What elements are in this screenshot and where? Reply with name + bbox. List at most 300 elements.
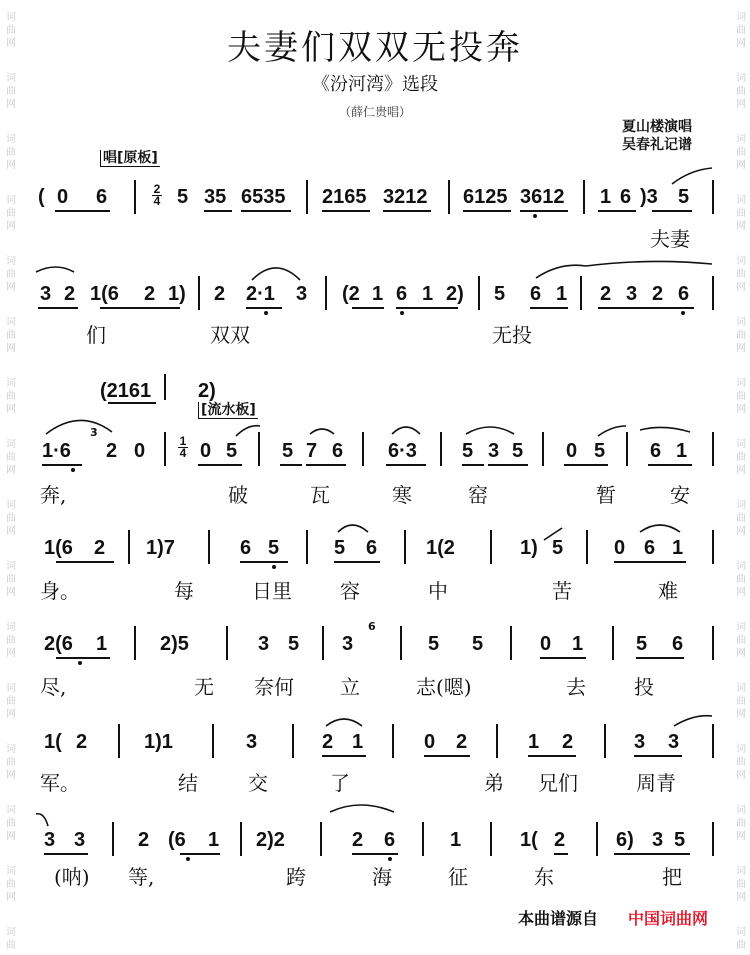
bar-line [258,432,260,466]
watermark-char: 网 [6,648,16,659]
note: 1(6 [44,537,73,559]
octave-dot [272,565,276,569]
slur [598,426,626,436]
watermark-char: 词 [736,561,746,572]
bar-line [596,822,598,856]
note: 1 [96,633,108,655]
octave-dot [78,661,82,665]
watermark-char: 词 [6,256,16,267]
note: 5 [552,537,564,559]
note: 5 [282,440,294,462]
watermark-char: 曲 [736,879,746,890]
watermark-char: 曲 [736,147,746,158]
bar-line [440,432,442,466]
time-signature: 2 4 [153,182,161,208]
note: 5 [472,633,484,655]
note: 1(2 [426,537,455,559]
note: 2) [446,283,464,305]
note: 6 [396,283,408,305]
underline [598,307,694,309]
slur [338,525,368,532]
note: 2 [352,829,364,851]
note: 5 [462,440,474,462]
watermark-char: 词 [6,744,16,755]
song-subtitle: 《汾河湾》选段 [312,74,438,95]
lyric: 结 [178,771,198,795]
tempo-mark: [流水板] [198,402,258,419]
slur [466,427,514,434]
note: 3 [668,731,680,753]
bar-line [320,822,322,856]
watermark-char: 网 [6,343,16,354]
lyric: 日里 [252,579,292,603]
slur [330,805,394,812]
slur [36,814,48,826]
lyric: 双双 [210,323,250,347]
slur [252,268,300,280]
note: 5 [226,440,238,462]
watermark-char: 曲 [6,25,16,36]
lyric: 交 [248,771,268,795]
watermark-char: 曲 [6,757,16,768]
source-label: 本曲谱源自 [518,909,599,928]
note: 1 [208,829,220,851]
watermark-char: 曲 [736,208,746,219]
note: 1 [676,440,688,462]
underline [424,755,470,757]
note: 5 [177,186,189,208]
note: 2 [138,829,150,851]
watermark-char: 网 [736,526,746,537]
note: 1·6 [42,440,71,462]
note: 6535 [241,186,286,208]
underline [463,210,511,212]
watermark-char: 曲 [6,879,16,890]
underline [180,853,220,855]
underline [322,755,366,757]
bar-line [240,822,242,856]
lyric: 跨 [286,865,306,889]
note: 2 [94,537,106,559]
note: 2)2 [256,829,285,851]
watermark-char: 词 [736,73,746,84]
lyric: 暂 [596,483,616,507]
note: 1 [672,537,684,559]
bar-line [448,180,450,214]
note: 6 [332,440,344,462]
note: 3 [626,283,638,305]
note: 1( [44,731,62,753]
watermark-char: 词 [736,378,746,389]
underline [280,464,302,466]
note: 2(6 [44,633,73,655]
note: 5 [334,537,346,559]
octave-dot [533,214,537,218]
note: 35 [204,186,227,208]
note: 3 [342,633,354,655]
watermark-char: 词 [6,378,16,389]
underline [334,561,380,563]
watermark-char: 网 [736,160,746,171]
watermark-char: 网 [736,99,746,110]
bar-line [712,822,714,856]
watermark-char: 词 [736,805,746,816]
watermark-char: 网 [6,831,16,842]
underline [241,210,291,212]
bar-line [478,276,480,310]
bar-line [712,432,714,466]
bar-line [580,276,582,310]
lyric: 无 [194,675,214,699]
note: 3 [634,731,646,753]
watermark-char: 网 [736,831,746,842]
slur [326,719,362,726]
note: 1 [450,829,462,851]
note: 5 [674,829,686,851]
watermark-char: 曲 [6,208,16,219]
bar-line [164,432,166,466]
grace-note: 3 [90,426,98,439]
underline [636,657,684,659]
note: )3 [640,186,658,208]
slur [640,427,690,432]
watermark-char: 网 [6,465,16,476]
note: 6 [366,537,378,559]
note: 0 [134,440,146,462]
underline [204,210,232,212]
note: 0 [57,186,69,208]
note: (2 [342,283,360,305]
watermark-char: 曲 [736,818,746,829]
watermark-char: 网 [736,343,746,354]
watermark-char: 词 [736,256,746,267]
watermark-char: 曲 [736,757,746,768]
watermark-char: 词 [6,439,16,450]
watermark-char: 曲 [6,940,16,951]
watermark-char: 曲 [736,452,746,463]
watermark-char: 网 [736,465,746,476]
underline [652,210,692,212]
bar-line [392,724,394,758]
watermark-char: 曲 [736,391,746,402]
watermark-char: 词 [736,317,746,328]
lyric: 投 [634,675,654,699]
note: 6125 [463,186,508,208]
note: 6 [384,829,396,851]
bar-line [712,530,714,564]
bar-line [404,530,406,564]
underline [322,210,370,212]
credit-singer: 夏山楼演唱 [622,119,692,135]
underline [614,853,690,855]
slur [586,261,712,266]
bar-line [712,276,714,310]
note: 1 [572,633,584,655]
watermark-char: 曲 [736,696,746,707]
watermark-char: 词 [6,500,16,511]
underline [198,464,242,466]
underline [648,464,692,466]
note: 1) [168,283,186,305]
lyric: 把 [662,865,682,889]
watermark-char: 词 [6,683,16,694]
watermark-char: 网 [6,770,16,781]
watermark-char: 词 [736,622,746,633]
underline [634,755,682,757]
slur [310,429,334,434]
note: 2)5 [160,633,189,655]
watermark-char: 曲 [6,452,16,463]
note: 5 [288,633,300,655]
note: 2) [198,380,216,402]
lyric: 瓦 [310,483,330,507]
note: 5 [512,440,524,462]
bar-line [325,276,327,310]
octave-dot [71,468,75,472]
note: 6 [650,440,662,462]
bar-line [164,374,166,400]
watermark-right [734,0,748,955]
bar-line [134,180,136,214]
watermark-char: 词 [6,927,16,938]
underline [38,307,78,309]
lyric: 尽, [40,675,67,699]
lyric: 奔, [40,483,67,507]
underline [540,657,586,659]
note: 3 [296,283,308,305]
watermark-char: 网 [736,892,746,903]
watermark-char: 曲 [6,696,16,707]
note: 5 [594,440,606,462]
note: 1 [372,283,384,305]
note: 1)7 [146,537,175,559]
note: 6 [240,537,252,559]
note: 1( [520,829,538,851]
note: 5 [428,633,440,655]
note: 2 [562,731,574,753]
lyric: 破 [228,483,248,507]
note: 2 [64,283,76,305]
bar-line [490,530,492,564]
bar-line [583,180,585,214]
note: 6 [678,283,690,305]
note: 5 [494,283,506,305]
note: ( [38,186,45,208]
note: (2161 [100,380,152,402]
note: 3 [652,829,664,851]
lyric: 窑 [468,483,488,507]
note: 3 [246,731,258,753]
watermark-char: 网 [736,770,746,781]
watermark-char: 词 [6,73,16,84]
note: 3212 [383,186,428,208]
lyric: 东 [534,865,554,889]
bar-line [118,724,120,758]
watermark-char: 曲 [736,86,746,97]
watermark-left [4,0,18,955]
note: 1 [422,283,434,305]
bar-line [490,822,492,856]
slur [36,267,74,272]
bar-line [422,822,424,856]
watermark-char: 网 [736,648,746,659]
underline [396,307,458,309]
watermark-char: 网 [6,160,16,171]
note: 7 [306,440,318,462]
octave-dot [186,857,190,861]
note: 5 [678,186,690,208]
watermark-char: 曲 [736,513,746,524]
note: 2 [652,283,664,305]
slur [392,427,420,434]
note: 2 [456,731,468,753]
lyric: 苦 [552,579,572,603]
lyric: 奈何 [254,675,294,699]
watermark-char: 词 [736,439,746,450]
bar-line [306,180,308,214]
watermark-char: 曲 [6,269,16,280]
watermark-char: 网 [6,282,16,293]
slur [536,265,586,278]
bar-line [292,724,294,758]
watermark-char: 曲 [736,574,746,585]
bar-line [208,530,210,564]
bar-line [322,626,324,660]
note: 3 [74,829,86,851]
note: (6 [168,829,186,851]
watermark-char: 网 [6,526,16,537]
underline [42,464,82,466]
lyric: 容 [340,579,360,603]
note: 6·3 [388,440,417,462]
role-note: （薛仁贵唱） [338,105,411,119]
slur [640,525,680,532]
watermark-char: 词 [736,683,746,694]
note: 3 [44,829,56,851]
watermark-char: 网 [6,709,16,720]
watermark-char: 曲 [736,269,746,280]
note: 1 [528,731,540,753]
watermark-char: 网 [736,404,746,415]
underline [383,210,431,212]
underline [352,307,384,309]
underline [598,210,636,212]
lyric: 兄们 [538,771,578,795]
watermark-char: 曲 [6,513,16,524]
bar-line [604,724,606,758]
watermark-char: 曲 [6,330,16,341]
watermark-char: 网 [736,221,746,232]
note: 0 [566,440,578,462]
underline [614,561,686,563]
lyric: (呐) [54,865,90,889]
watermark-char: 词 [736,12,746,23]
underline [100,307,180,309]
underline [528,755,576,757]
note: 0 [424,731,436,753]
note: 2 [144,283,156,305]
watermark-char: 曲 [6,147,16,158]
underline [520,210,568,212]
slur [672,168,712,184]
lyric: 安 [670,483,690,507]
underline [306,464,346,466]
watermark-char: 词 [736,195,746,206]
note: 0 [540,633,552,655]
watermark-char: 曲 [736,940,746,951]
watermark-char: 曲 [6,574,16,585]
watermark-char: 曲 [6,391,16,402]
watermark-char: 网 [736,38,746,49]
note: 3 [258,633,270,655]
underline [55,210,110,212]
underline [530,307,568,309]
underline [246,307,282,309]
note: 2 [76,731,88,753]
lyric: 夫妻 [650,227,690,251]
lyric: 了 [330,771,350,795]
watermark-char: 曲 [6,86,16,97]
underline [554,853,568,855]
lyric: 们 [86,323,106,347]
watermark-char: 词 [6,134,16,145]
lyric: 等, [128,865,155,889]
underline [108,402,156,404]
lyric: 去 [566,675,586,699]
note: 1) [520,537,538,559]
note: 0 [200,440,212,462]
note: 2 [554,829,566,851]
site-link[interactable]: 中国词曲网 [628,909,709,928]
octave-dot [388,857,392,861]
note: 5 [268,537,280,559]
start-mark: 唱[原板] [100,150,160,167]
watermark-char: 词 [736,134,746,145]
note: 1 [600,186,612,208]
credit-transcriber: 吴春礼记谱 [622,137,692,153]
bar-line [112,822,114,856]
octave-dot [400,311,404,315]
note: 2 [214,283,226,305]
watermark-char: 词 [736,927,746,938]
lyric: 周青 [636,771,676,795]
underline [386,464,426,466]
grace-note: 6 [368,620,376,633]
slur [674,716,712,726]
lyric: 军。 [40,771,80,795]
watermark-char: 词 [6,866,16,877]
note: 6 [530,283,542,305]
note: 1)1 [144,731,173,753]
bar-line [400,626,402,660]
watermark-char: 词 [736,500,746,511]
bar-line [198,276,200,310]
bar-line [226,626,228,660]
watermark-char: 曲 [736,635,746,646]
note: 6 [620,186,632,208]
bar-line [712,724,714,758]
lyric: 中 [428,579,448,603]
underline [56,561,114,563]
bar-line [586,530,588,564]
bar-line [306,530,308,564]
underline [44,853,88,855]
watermark-char: 词 [6,317,16,328]
lyric: 无投 [492,323,532,347]
watermark-char: 网 [736,282,746,293]
bar-line [128,530,130,564]
note: 2 [106,440,118,462]
